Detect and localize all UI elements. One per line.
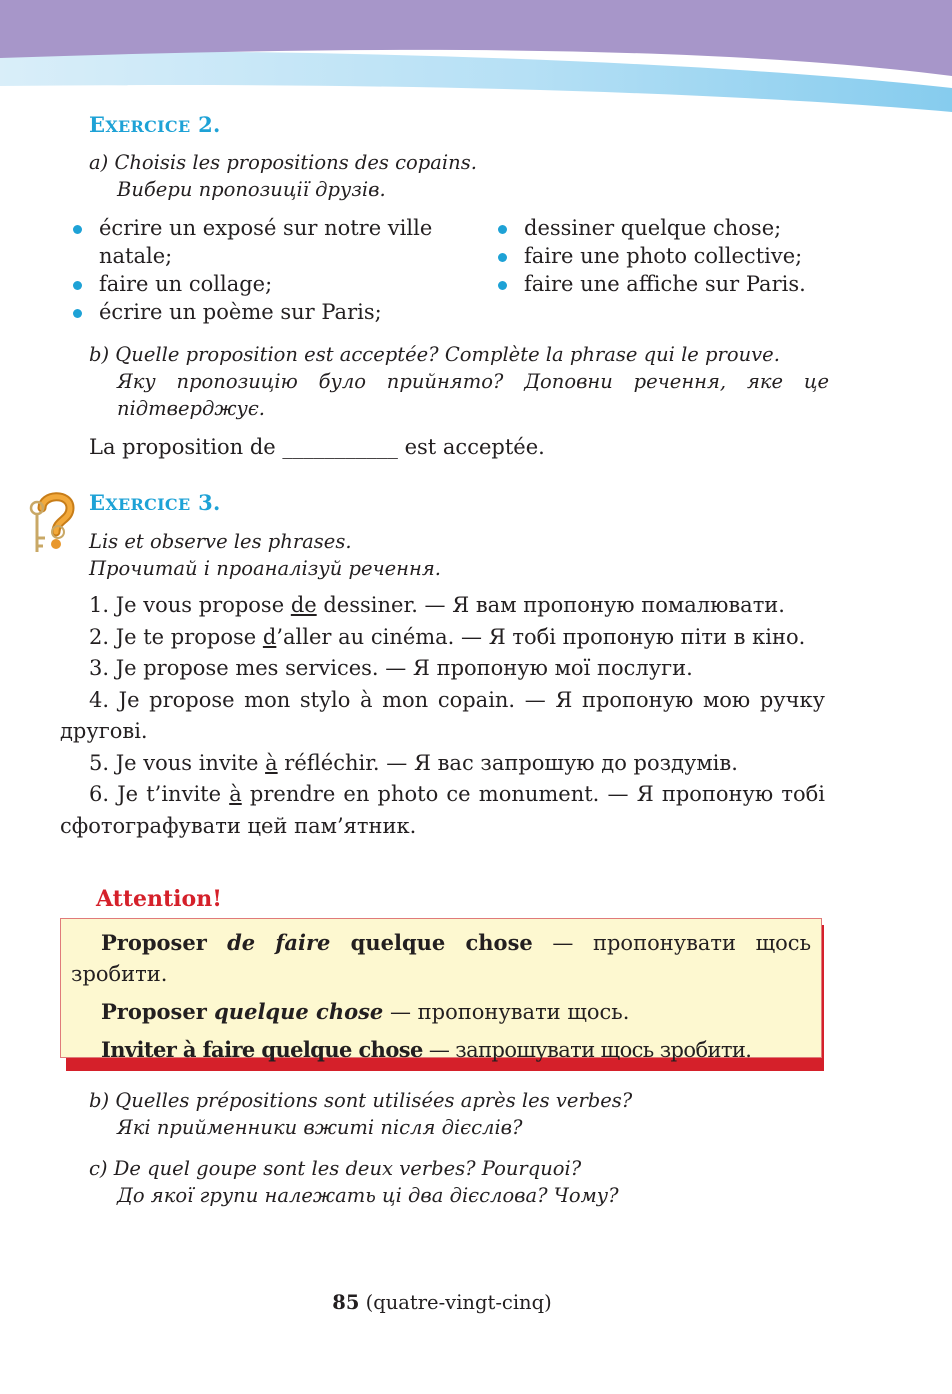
sentence-3: 3. Je propose mes services. — Я пропоную мої послуги. — [89, 656, 693, 680]
rule-3: Inviter à faire quelque chose — запрошувати щось зробити. — [101, 1037, 752, 1062]
attention-label: Attention! — [96, 886, 222, 912]
heading-number: 3. — [190, 490, 221, 515]
example-sentences — [60, 590, 825, 842]
heading-smallcaps: XERCICE — [105, 117, 191, 136]
list-item: dessiner quelque chose; — [486, 214, 856, 242]
list-item: écrire un poème sur Paris; — [61, 298, 461, 326]
list-item: écrire un exposé sur notre ville natale; — [61, 214, 461, 270]
task-b-french: Quelle proposition est acceptée? Complète la phrase qui le prouve. — [115, 343, 780, 366]
list-item: faire un collage; — [61, 270, 461, 298]
sentence-2: 2. Je te propose d’aller au cinéma. — Я тобі пропоную піти в кіно. — [89, 624, 806, 649]
task-c-ukrainian: До якої групи належать ці два дієслова? Чому? — [117, 1184, 619, 1207]
page-number: 85 — [332, 1291, 360, 1314]
proposals-list-left — [61, 214, 461, 326]
rule-2: Proposer quelque chose — пропонувати щось. — [101, 999, 630, 1024]
task-label: c) — [89, 1157, 108, 1180]
fill-in-sentence — [89, 433, 545, 461]
list-item: faire une photo collective; — [486, 242, 856, 270]
exercise-3-task-c — [89, 1155, 829, 1209]
highlighted-preposition: de — [290, 593, 317, 617]
heading-initial: E — [89, 490, 106, 515]
page-footer — [0, 1291, 884, 1314]
exercise-3-task-b — [89, 1087, 829, 1141]
sentence-1: 1. Je vous propose de dessiner. — Я вам пропоную помалювати. — [89, 593, 785, 617]
sentence-5: 5. Je vous invite à réfléchir. — Я вас запрошую до роздумів. — [89, 750, 738, 775]
fill-before: La proposition de — [89, 435, 276, 459]
fill-after: est acceptée. — [404, 435, 545, 459]
question-mark-key-icon — [24, 488, 80, 566]
sentence-4: 4. Je propose mon stylo à mon copain. — Я пропоную мою ручку другові. — [60, 687, 825, 743]
task-c-french: De quel goupe sont les deux verbes? Pourquoi? — [113, 1157, 582, 1180]
sentence-6: 6. Je t’invite à prendre en photo ce monument. — Я пропоную тобі сфотографувати цей пам’ятник. — [60, 782, 825, 838]
task-label: b) — [89, 1089, 110, 1112]
highlighted-preposition: à — [265, 750, 278, 775]
heading-number: 2. — [190, 112, 221, 137]
page-number-words: (quatre-vingt-cinq) — [359, 1291, 552, 1314]
exercise-2-task-b — [89, 341, 829, 422]
exercise-2-task-a — [89, 149, 829, 203]
exercise-3-intro — [89, 528, 829, 582]
heading-smallcaps: XERCICE — [105, 495, 191, 514]
header-band — [0, 0, 952, 115]
exercise-3-heading — [89, 490, 221, 515]
intro-ukrainian: Прочитай і проаналізуй речення. — [89, 557, 441, 580]
task-label: a) — [89, 151, 109, 174]
grammar-rule-box — [60, 918, 822, 1062]
highlighted-preposition: à — [229, 782, 242, 806]
task-b-french: Quelles prépositions sont utilisées après les verbes? — [115, 1089, 633, 1112]
task-b-ukrainian: Яку пропозицію було прийнято? Доповни речення, яке це підтверджує. — [117, 370, 829, 420]
list-item: faire une affiche sur Paris. — [486, 270, 856, 298]
rule-1: Proposer de faire quelque chose — пропонувати щось зробити. — [71, 930, 811, 986]
heading-initial: E — [89, 112, 106, 137]
task-label: b) — [89, 343, 110, 366]
highlighted-preposition: d — [262, 624, 277, 649]
task-a-french: Choisis les propositions des copains. — [114, 151, 477, 174]
task-a-ukrainian: Вибери пропозиції друзів. — [117, 178, 386, 201]
exercise-2-heading — [89, 112, 221, 137]
fill-blank[interactable]: ___________ — [282, 435, 398, 459]
intro-french: Lis et observe les phrases. — [89, 530, 352, 553]
task-b-ukrainian: Які прийменники вжиті після дієслів? — [117, 1116, 523, 1139]
proposals-list-right — [486, 214, 856, 298]
